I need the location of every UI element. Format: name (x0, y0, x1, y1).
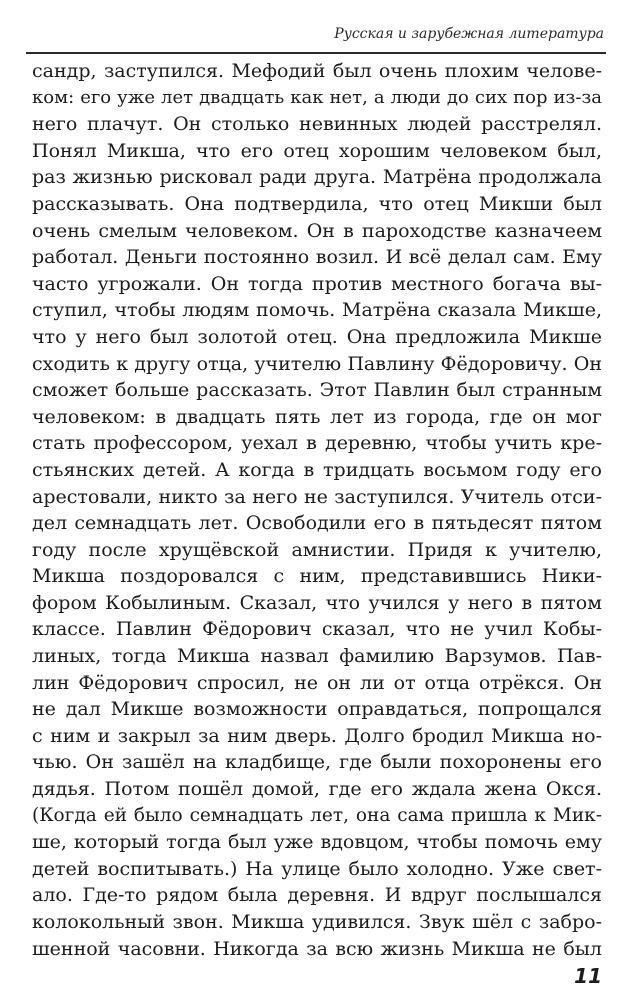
text-line: арестовали, никто за него не заступился. Учитель отси- (32, 485, 602, 508)
text-line: человеком: в двадцать пять лет из города, где он мог (32, 405, 602, 428)
text-line: сходить к другу отца, учителю Павлину Фёдоровичу. Он (32, 352, 602, 375)
text-line: работал. Деньги постоянно возил. И всё делал сам. Ему (32, 246, 602, 269)
text-line: колокольный звон. Микша удивился. Звук шёл с забро- (32, 911, 602, 933)
text-line: детей воспитывать.) На улице было холодно. Уже свет- (32, 857, 602, 880)
text-line: с ним и закрыл за ним дверь. Долго бродил Микша но- (32, 724, 602, 747)
text-line: (Когда ей было семнадцать лет, она сама пришла к Мик- (32, 804, 602, 826)
text-line: фором Кобылиным. Сказал, что учился у него в пятом (32, 591, 602, 614)
running-header: Русская и зарубежная литература (334, 26, 604, 42)
text-line: Понял Микша, что его отец хорошим человеком был, (32, 139, 602, 162)
text-line: рассказывать. Она подтвердила, что отец Микши был (32, 192, 602, 215)
text-line: ком: его уже лет двадцать как нет, а люди до сих пор из-за (32, 86, 602, 108)
text-line: дядья. Потом пошёл домой, где его ждала жена Окся. (32, 778, 602, 801)
text-line: стать профессором, уехал в деревню, чтобы учить кре- (32, 432, 602, 455)
text-line: ступил, чтобы людям помочь. Матрёна сказала Микше, (32, 299, 602, 322)
text-line: раз жизнью рисковал ради друга. Матрёна продолжала (32, 166, 602, 189)
text-line: сможет больше рассказать. Этот Павлин был странным (32, 379, 602, 402)
text-line: что у него был золотой отец. Она предложила Микше (32, 325, 602, 348)
text-line: часто угрожали. Он тогда против местного богача вы- (32, 272, 602, 295)
header-rule (26, 52, 606, 54)
text-line: ало. Где-то рядом была деревня. И вдруг послышался (32, 884, 602, 907)
page-number: 11 (574, 964, 602, 988)
text-line: году после хрущёвской амнистии. Придя к учителю, (32, 538, 602, 561)
text-line: лин Фёдорович спросил, не он ли от отца отрёкся. Он (32, 671, 602, 694)
text-line: шенной часовни. Никогда за всю жизнь Микша не был (32, 937, 602, 960)
text-line: не дал Микше возможности оправдаться, попрощался (32, 698, 602, 721)
text-line: Микша поздоровался с ним, представившись Ники- (32, 565, 602, 588)
text-line: сандр, заступился. Мефодий был очень плохим челове- (32, 60, 602, 82)
text-line: него плачут. Он столько невинных людей расстрелял. (32, 113, 602, 136)
text-line: стьянских детей. А когда в тридцать восьмом году его (32, 458, 602, 481)
text-line: очень смелым человеком. Он в пароходстве казначеем (32, 219, 602, 242)
text-line: дел семнадцать лет. Освободили его в пятьдесят пятом (32, 512, 602, 535)
text-line: линых, тогда Микша назвал фамилию Варзумов. Пав- (32, 645, 602, 668)
text-line: классе. Павлин Фёдорович сказал, что не учил Кобы- (32, 618, 602, 641)
text-line: чью. Он зашёл на кладбище, где были похоронены его (32, 751, 602, 774)
text-line: ше, который тогда был уже вдовцом, чтобы помочь ему (32, 831, 602, 854)
body-text (32, 58, 602, 962)
